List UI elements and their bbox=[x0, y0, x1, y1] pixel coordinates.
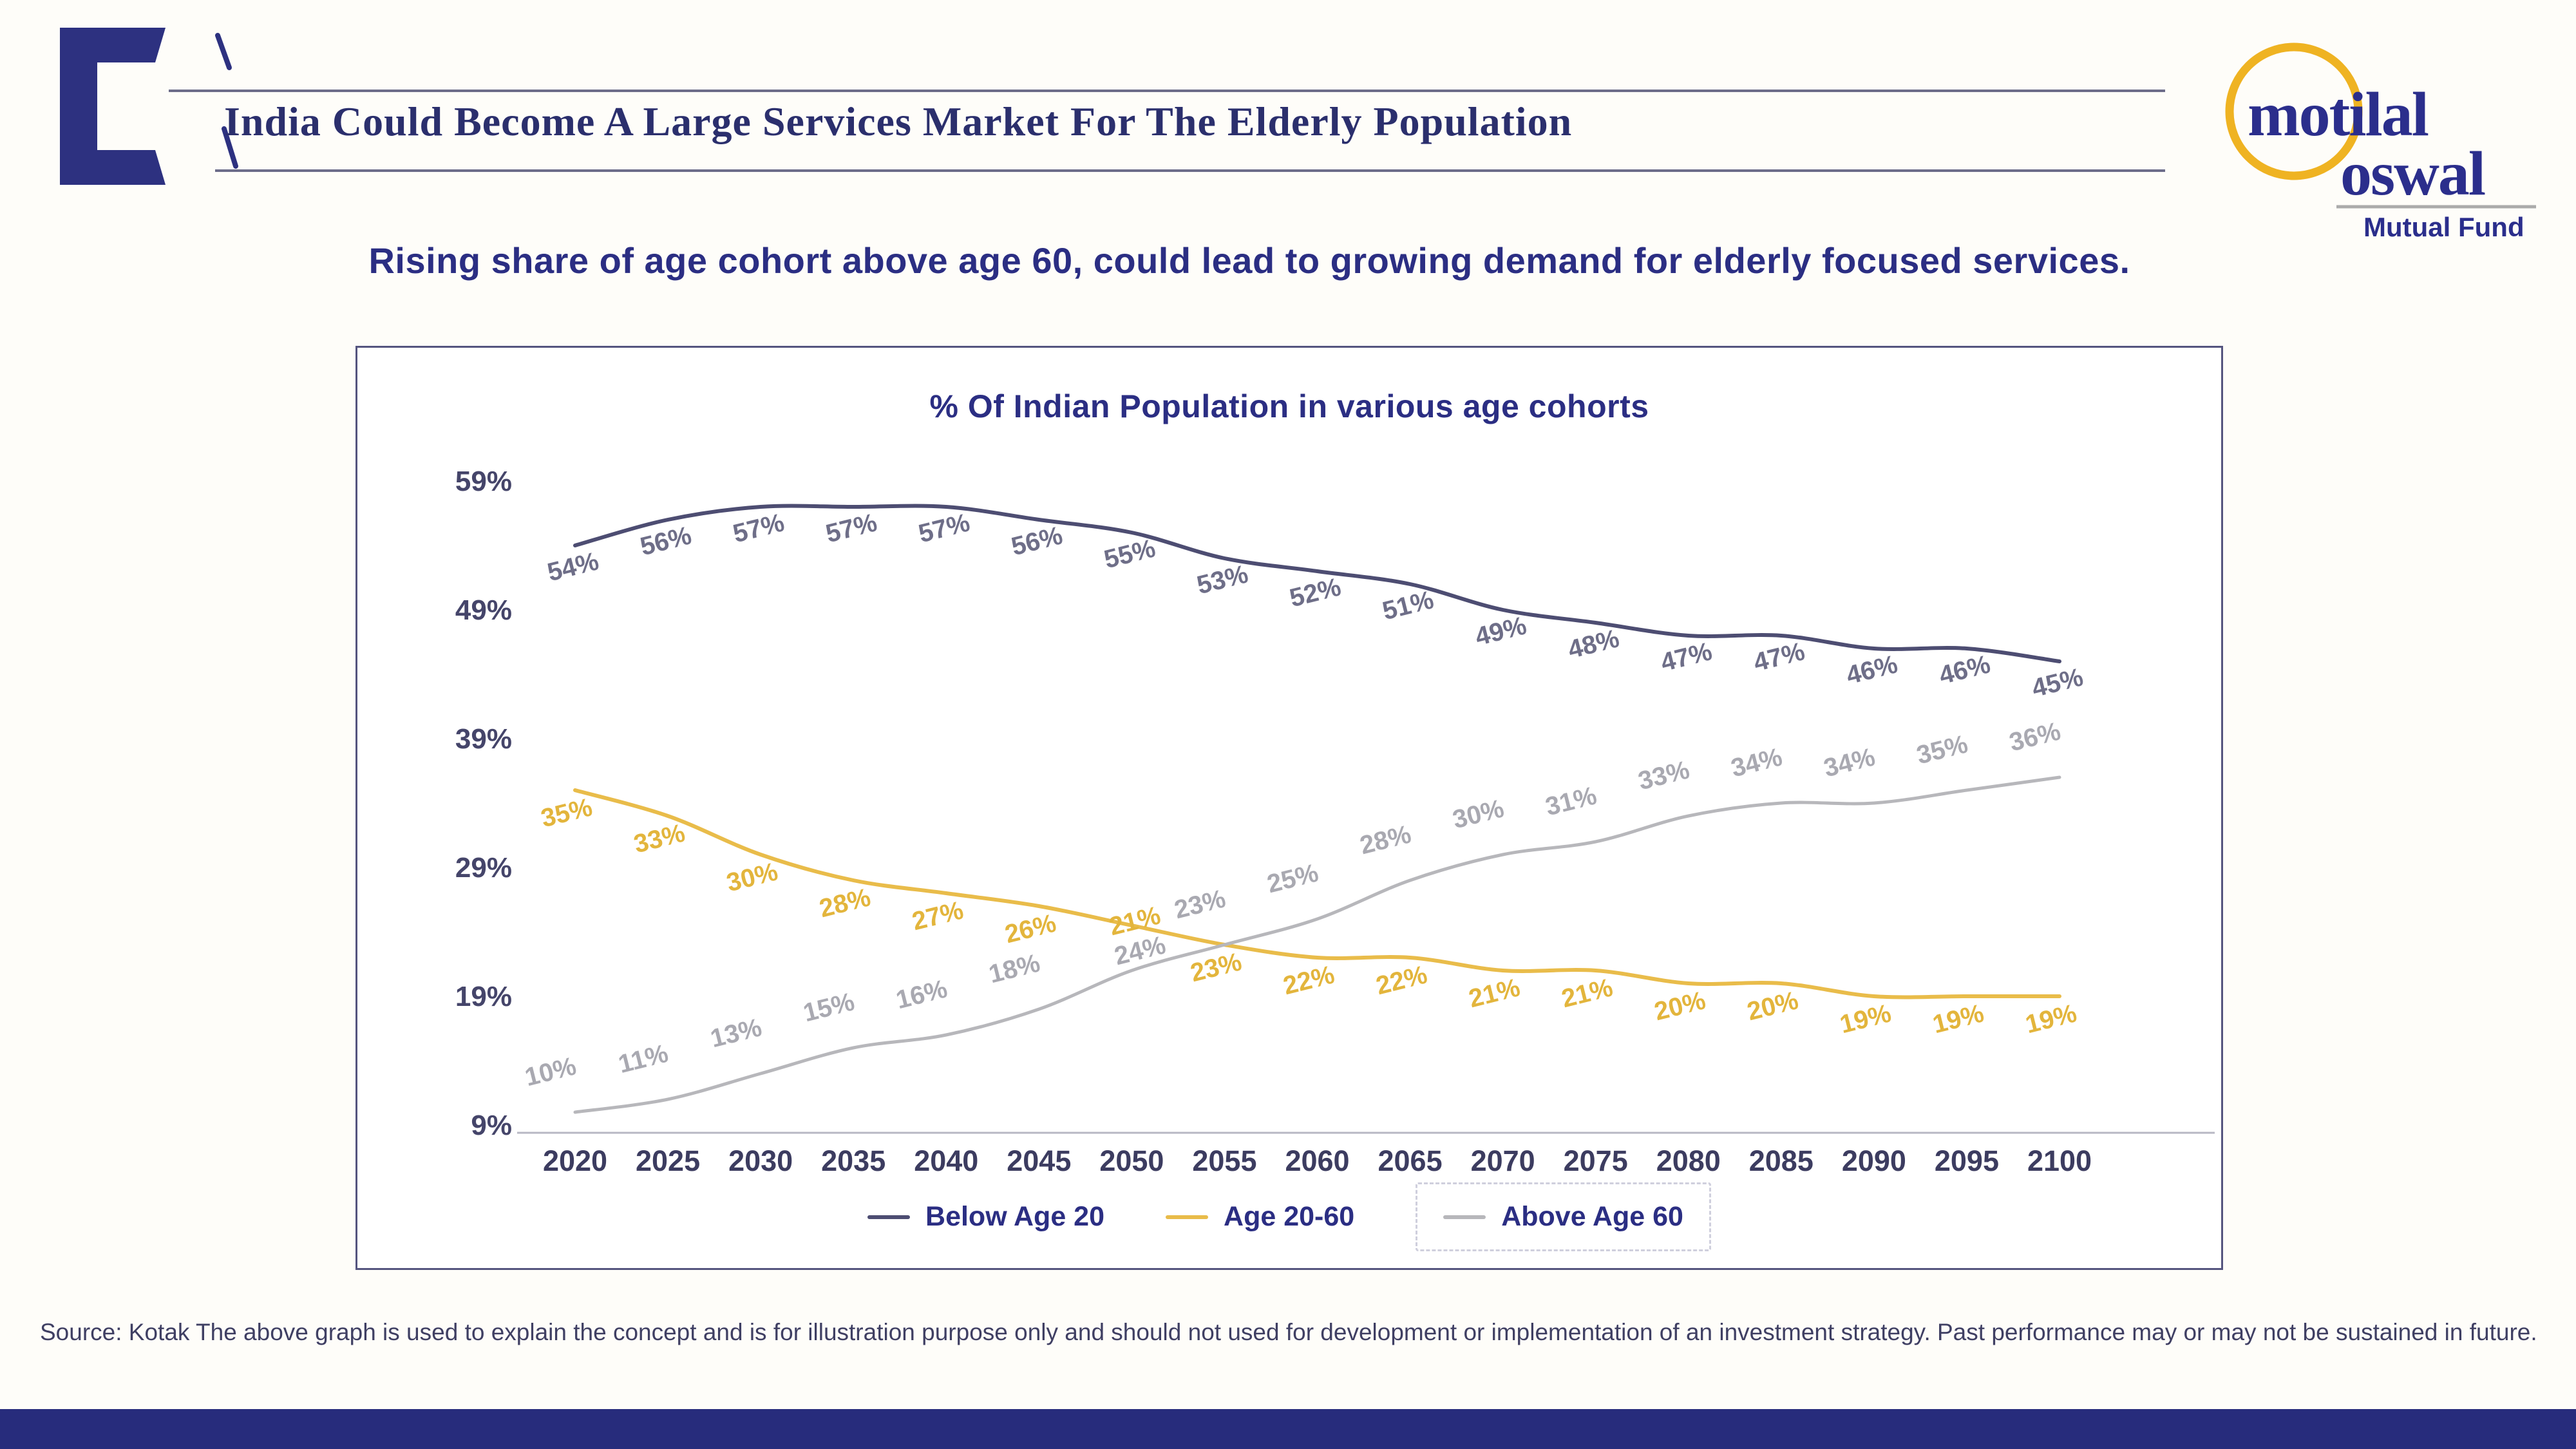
data-label-age-20-60: 27% bbox=[909, 896, 967, 936]
chart-title: % Of Indian Population in various age cohorts bbox=[929, 388, 1649, 424]
data-label-age-20-60: 19% bbox=[2022, 999, 2080, 1039]
data-label-below-age-20: 57% bbox=[730, 508, 788, 549]
logo-word-1: motilal bbox=[2248, 80, 2428, 149]
data-label-above-age-60: 34% bbox=[1821, 743, 1878, 783]
y-tick-label: 49% bbox=[455, 594, 512, 626]
legend-label: Age 20-60 bbox=[1224, 1201, 1355, 1232]
data-label-age-20-60: 21% bbox=[1558, 973, 1616, 1014]
data-label-age-20-60: 22% bbox=[1280, 960, 1338, 1001]
data-label-age-20-60: 28% bbox=[816, 883, 874, 923]
legend-item-1 bbox=[1166, 1201, 1354, 1233]
series-line-above-age-60 bbox=[575, 777, 2060, 1112]
x-tick-label: 2045 bbox=[1007, 1144, 1072, 1177]
data-label-below-age-20: 53% bbox=[1194, 560, 1251, 600]
data-label-below-age-20: 52% bbox=[1287, 573, 1344, 613]
x-tick-label: 2035 bbox=[821, 1144, 886, 1177]
data-label-age-20-60: 30% bbox=[723, 857, 781, 898]
legend-label: Above Age 60 bbox=[1501, 1201, 1683, 1232]
data-label-below-age-20: 47% bbox=[1658, 637, 1715, 677]
data-label-below-age-20: 51% bbox=[1379, 585, 1437, 626]
data-label-age-20-60: 22% bbox=[1373, 960, 1430, 1001]
data-label-above-age-60: 23% bbox=[1171, 884, 1229, 925]
page-title: India Could Become A Large Services Market For The Elderly Population bbox=[224, 99, 1573, 144]
data-label-above-age-60: 31% bbox=[1542, 781, 1600, 822]
logo-tagline: Mutual Fund bbox=[2363, 212, 2524, 242]
x-tick-label: 2085 bbox=[1748, 1144, 1814, 1177]
data-label-above-age-60: 11% bbox=[615, 1039, 672, 1079]
slide-subtitle: Rising share of age cohort above age 60, could lead to growing demand for elderly focused services. bbox=[368, 240, 2130, 281]
population-cohort-line-chart bbox=[357, 348, 2221, 1268]
data-label-below-age-20: 47% bbox=[1750, 637, 1808, 677]
header-rule-bottom bbox=[215, 169, 2165, 172]
data-label-age-20-60: 20% bbox=[1744, 986, 1801, 1027]
data-label-above-age-60: 34% bbox=[1728, 743, 1785, 783]
data-label-age-20-60: 33% bbox=[630, 819, 688, 859]
y-tick-label: 9% bbox=[471, 1110, 512, 1141]
title-bracket-decoration bbox=[55, 23, 248, 190]
chart-legend bbox=[357, 1182, 2221, 1251]
legend-dash-icon bbox=[1443, 1215, 1486, 1219]
data-label-above-age-60: 33% bbox=[1635, 755, 1692, 796]
data-label-above-age-60: 16% bbox=[893, 974, 951, 1015]
legend-dash-icon bbox=[1166, 1215, 1208, 1219]
data-label-below-age-20: 56% bbox=[1009, 521, 1066, 562]
legend-item-2 bbox=[1416, 1182, 1711, 1251]
header-rule-top bbox=[169, 90, 2165, 92]
data-label-above-age-60: 15% bbox=[800, 987, 858, 1028]
data-label-age-20-60: 26% bbox=[1002, 909, 1059, 949]
data-label-below-age-20: 48% bbox=[1565, 624, 1622, 665]
motilal-oswal-logo bbox=[2204, 12, 2552, 243]
data-label-below-age-20: 57% bbox=[822, 508, 880, 549]
data-label-below-age-20: 54% bbox=[544, 547, 602, 587]
data-label-age-20-60: 21% bbox=[1106, 901, 1164, 942]
chart-panel bbox=[355, 346, 2223, 1270]
data-label-below-age-20: 57% bbox=[915, 508, 973, 549]
y-tick-label: 19% bbox=[455, 981, 512, 1012]
y-tick-label: 39% bbox=[455, 723, 512, 755]
data-label-above-age-60: 36% bbox=[2006, 717, 2064, 757]
x-tick-label: 2065 bbox=[1378, 1144, 1443, 1177]
x-tick-label: 2055 bbox=[1192, 1144, 1257, 1177]
x-tick-label: 2070 bbox=[1470, 1144, 1535, 1177]
data-label-above-age-60: 25% bbox=[1264, 858, 1321, 899]
data-label-age-20-60: 20% bbox=[1651, 986, 1709, 1027]
data-label-below-age-20: 56% bbox=[637, 521, 695, 562]
x-tick-label: 2060 bbox=[1285, 1144, 1350, 1177]
data-label-above-age-60: 24% bbox=[1112, 931, 1169, 971]
data-label-below-age-20: 55% bbox=[1101, 534, 1159, 574]
data-label-above-age-60: 35% bbox=[1913, 730, 1971, 770]
y-tick-label: 29% bbox=[455, 852, 512, 884]
data-label-age-20-60: 19% bbox=[1837, 999, 1894, 1039]
x-tick-label: 2040 bbox=[914, 1144, 979, 1177]
data-label-age-20-60: 19% bbox=[1929, 999, 1987, 1039]
y-tick-label: 59% bbox=[455, 466, 512, 497]
data-label-below-age-20: 45% bbox=[2029, 663, 2087, 703]
footer-bar bbox=[0, 1409, 2576, 1449]
legend-dash-icon bbox=[867, 1215, 910, 1219]
data-label-below-age-20: 46% bbox=[1843, 650, 1900, 690]
data-label-above-age-60: 30% bbox=[1450, 794, 1507, 835]
x-tick-label: 2020 bbox=[542, 1144, 608, 1177]
x-tick-label: 2075 bbox=[1563, 1144, 1628, 1177]
data-label-below-age-20: 49% bbox=[1472, 611, 1530, 652]
data-label-above-age-60: 18% bbox=[986, 949, 1043, 989]
data-label-above-age-60: 13% bbox=[707, 1013, 765, 1054]
x-tick-label: 2100 bbox=[2027, 1144, 2092, 1177]
data-label-above-age-60: 10% bbox=[522, 1052, 580, 1092]
x-tick-label: 2025 bbox=[636, 1144, 701, 1177]
x-tick-label: 2090 bbox=[1841, 1144, 1906, 1177]
x-tick-label: 2050 bbox=[1099, 1144, 1164, 1177]
data-label-age-20-60: 23% bbox=[1188, 947, 1245, 988]
source-disclaimer: Source: Kotak The above graph is used to explain the concept and is for illustration purpose only and should not used for development or implementation of an investment strategy. Past performance may or may not be sustained in future. bbox=[40, 1319, 2537, 1345]
legend-item-0 bbox=[867, 1201, 1104, 1233]
legend-label: Below Age 20 bbox=[925, 1201, 1105, 1232]
x-tick-label: 2030 bbox=[728, 1144, 793, 1177]
logo-word-2: oswal bbox=[2340, 139, 2485, 209]
x-tick-label: 2080 bbox=[1656, 1144, 1721, 1177]
data-label-age-20-60: 21% bbox=[1466, 973, 1523, 1014]
data-label-below-age-20: 46% bbox=[1936, 650, 1993, 690]
data-label-above-age-60: 28% bbox=[1357, 820, 1414, 860]
x-tick-label: 2095 bbox=[1934, 1144, 1999, 1177]
data-label-age-20-60: 35% bbox=[538, 793, 596, 833]
